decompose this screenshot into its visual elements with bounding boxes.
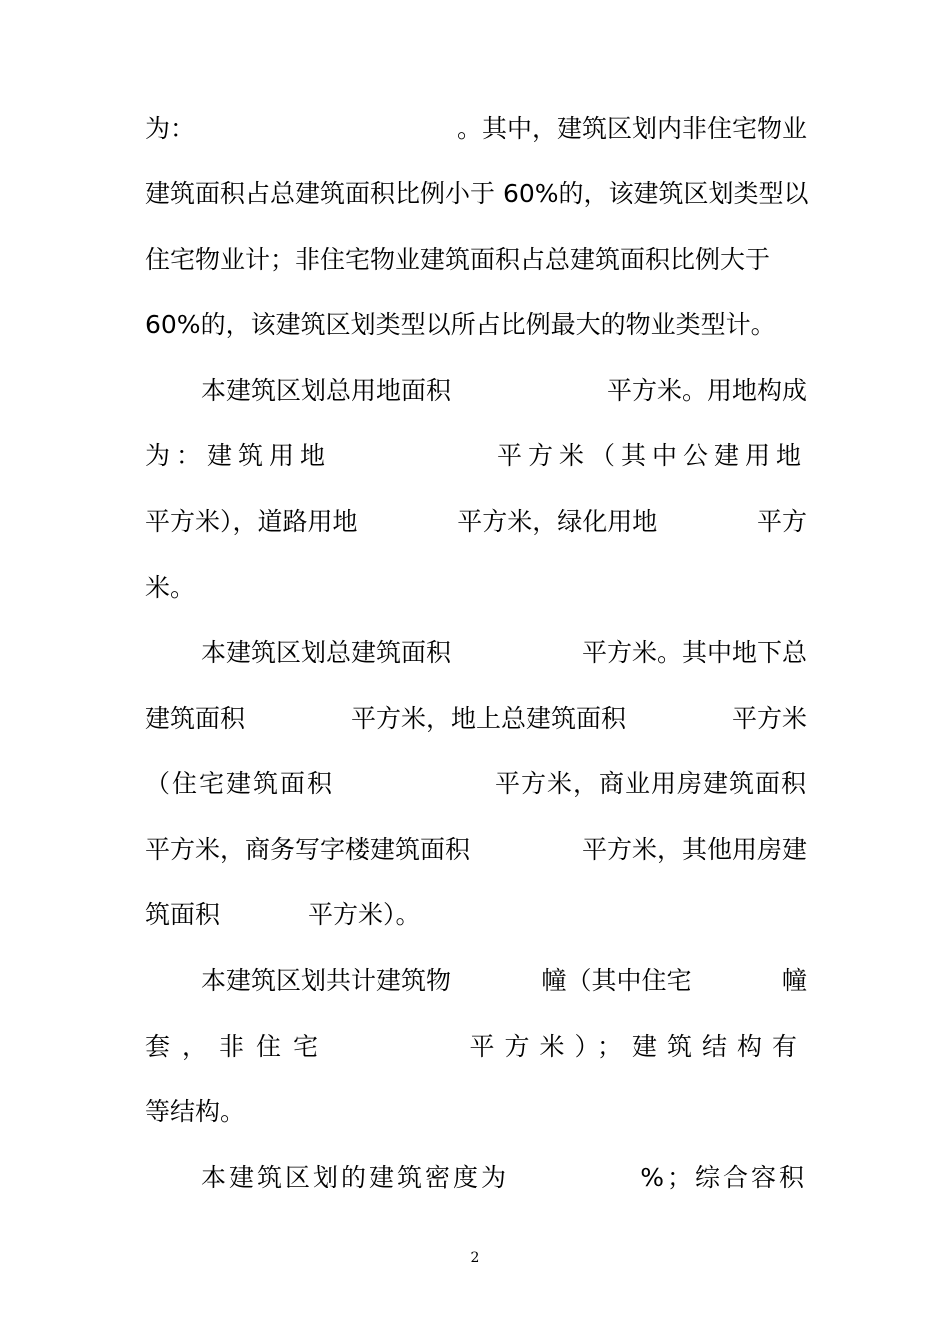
paragraph-line-12 xyxy=(145,828,807,868)
paragraph-line-2 xyxy=(145,172,807,212)
text-segment: 本建筑区划的建筑密度为 xyxy=(201,1163,510,1192)
text-segment: 为： xyxy=(145,114,196,143)
paragraph-line-17 xyxy=(201,1156,807,1196)
text-segment: 。其中，建筑区划内非住宅物业 xyxy=(456,114,807,143)
text-segment: 本建筑区划总建筑面积 xyxy=(201,638,452,667)
text-segment: 平方米。用地构成 xyxy=(606,376,807,405)
text-segment: %；综合容积 xyxy=(640,1163,807,1192)
text-segment: 平方米。其中地下总 xyxy=(581,638,807,667)
text-segment: 平方米，商业用房建筑面积 xyxy=(494,769,807,798)
text-segment: 平方 xyxy=(756,507,807,536)
paragraph-line-4 xyxy=(145,303,807,343)
text-segment: 平方米，其他用房建 xyxy=(581,835,807,864)
text-segment: 建筑面积 xyxy=(145,704,246,733)
paragraph-line-11 xyxy=(145,762,807,802)
text-segment: 建筑面积占总建筑面积比例小于 60%的，该建筑区划类型以 xyxy=(145,179,809,208)
paragraph-line-10 xyxy=(145,697,807,737)
text-segment: 平方米）。 xyxy=(308,900,421,929)
text-segment: 平方米，绿化用地 xyxy=(457,507,658,536)
text-segment: 幢 xyxy=(781,966,807,995)
paragraph-line-15 xyxy=(145,1025,807,1065)
text-segment: 米。 xyxy=(145,573,196,602)
paragraph-line-7 xyxy=(145,500,807,540)
text-segment: 幢（其中住宅 xyxy=(541,966,692,995)
text-segment: 等结构。 xyxy=(145,1097,246,1126)
paragraph-line-13 xyxy=(145,893,807,933)
text-segment: 平方米，商务写字楼建筑面积 xyxy=(145,835,471,864)
paragraph-line-3 xyxy=(145,238,807,278)
text-segment: 60%的，该建筑区划类型以所占比例最大的物业类型计。 xyxy=(145,310,776,339)
text-segment: 平方米）；建筑结构有 xyxy=(469,1032,807,1061)
paragraph-line-8 xyxy=(145,566,807,606)
paragraph-line-16 xyxy=(145,1090,807,1130)
paragraph-line-14 xyxy=(201,959,807,999)
paragraph-line-5 xyxy=(201,369,807,409)
text-segment: （住宅建筑面积 xyxy=(145,769,335,798)
text-segment: 本建筑区划共计建筑物 xyxy=(201,966,452,995)
text-segment: 住宅物业计；非住宅物业建筑面积占总建筑面积比例大于 xyxy=(145,245,771,274)
text-segment: 筑面积 xyxy=(145,900,221,929)
text-segment: 套，非住宅 xyxy=(145,1032,331,1061)
paragraph-line-9 xyxy=(201,631,807,671)
text-segment: 平方米 xyxy=(731,704,807,733)
text-segment: 平方米，地上总建筑面积 xyxy=(350,704,626,733)
page-number: 2 xyxy=(470,1250,480,1266)
paragraph-line-6 xyxy=(145,434,807,474)
text-segment: 本建筑区划总用地面积 xyxy=(201,376,452,405)
text-segment: 平方米），道路用地 xyxy=(145,507,358,536)
paragraph-line-1 xyxy=(145,107,807,147)
text-segment: 为：建筑用地 xyxy=(145,441,332,470)
text-segment: 平方米（其中公建用地 xyxy=(496,441,807,470)
